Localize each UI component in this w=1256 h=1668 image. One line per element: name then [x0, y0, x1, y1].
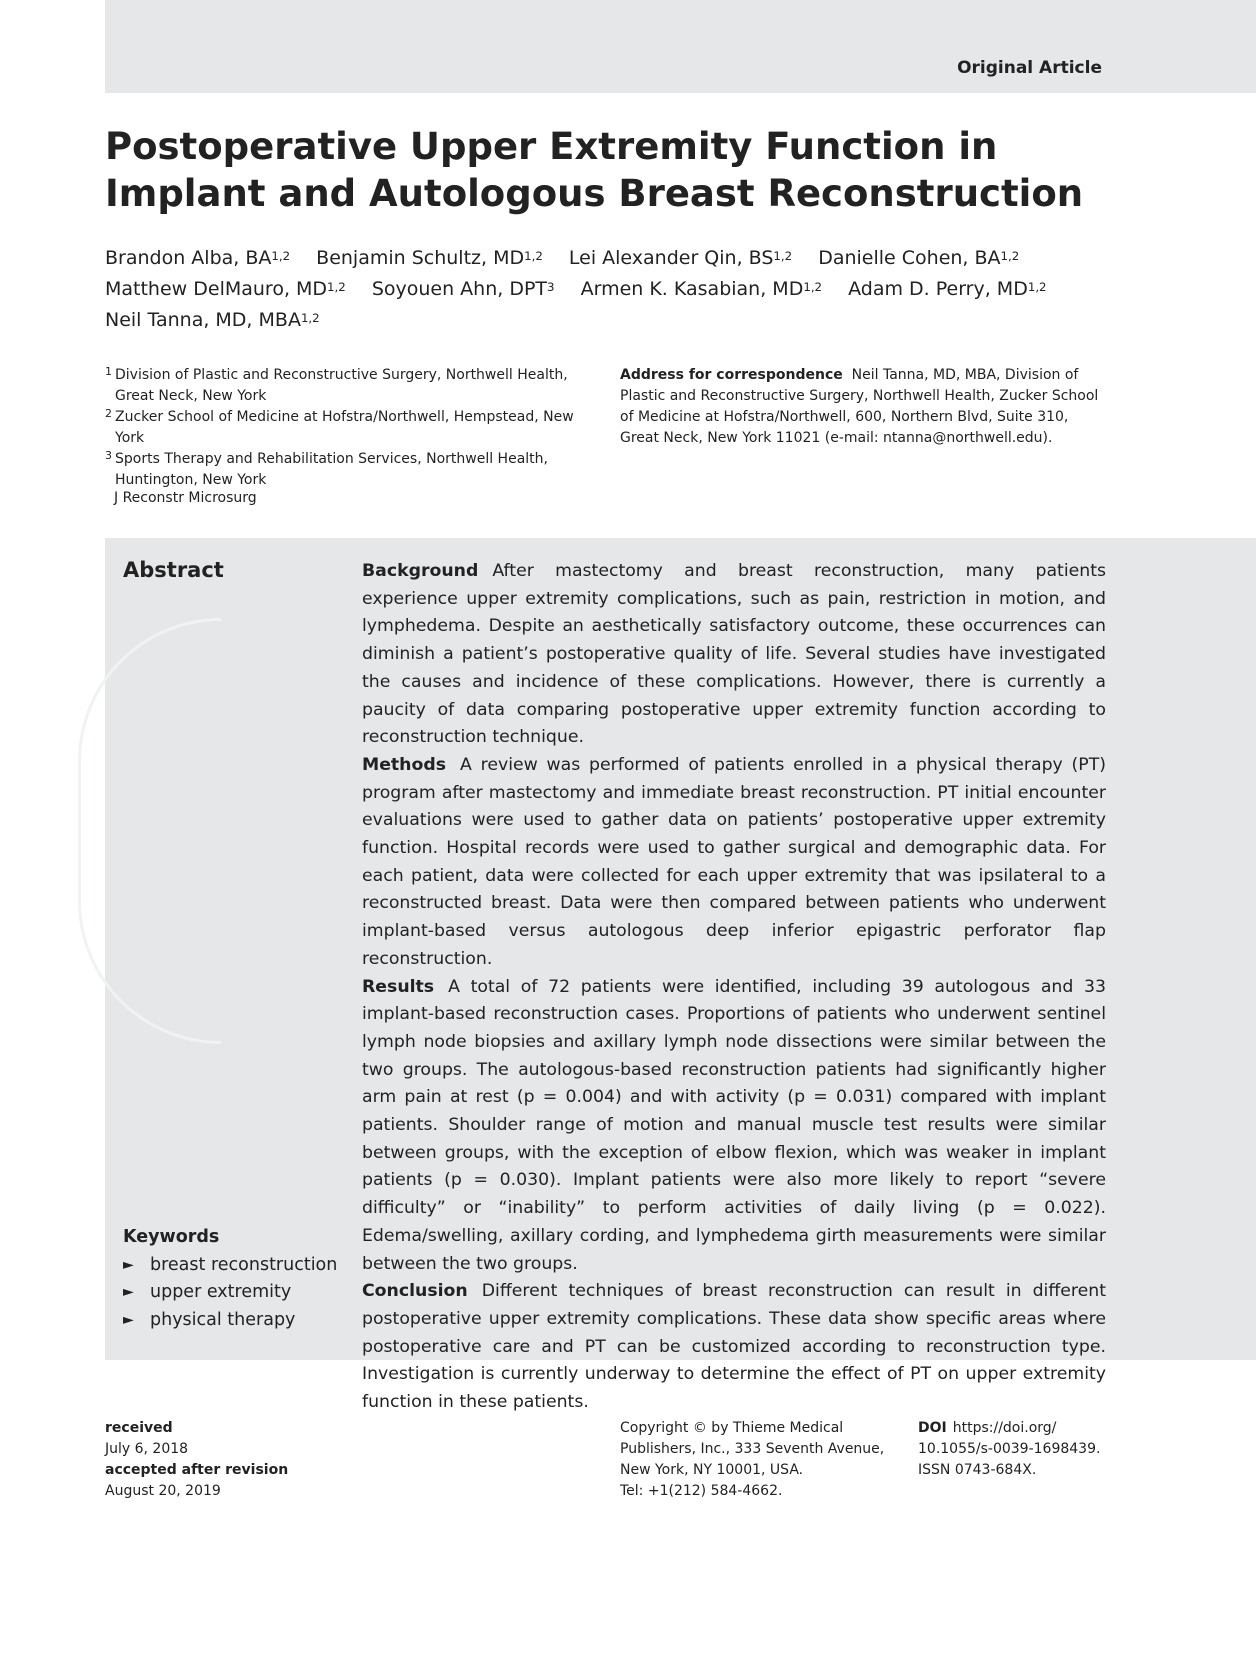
affiliations: [105, 365, 595, 491]
section-label: Methods: [362, 754, 447, 775]
abstract-heading: Abstract: [123, 558, 224, 582]
arrow-right-icon: ►: [123, 1256, 134, 1273]
correspondence-text: Neil Tanna, MD, MBA, Division of Plastic and Reconstructive Surgery, Northwell Health, Zucker School of Medicine at Hofstra/Northwell, 600, Northern Blvd, Suite 310, Great Neck, New York 11021 (e-mail: ntanna@northwell.edu).: [620, 367, 1099, 446]
keywords-heading: Keywords: [123, 1227, 220, 1247]
publication-dates: [105, 1418, 288, 1502]
author: Lei Alexander Qin, BS$^{1,2}$: [568, 247, 793, 269]
author: Benjamin Schultz, MD$^{1,2}$: [316, 247, 543, 269]
doi-label: DOI: [918, 1420, 947, 1436]
keyword-item: ► upper extremity: [123, 1279, 353, 1307]
affiliation: 2 Zucker School of Medicine at Hofstra/Northwell, Hempstead, New York: [105, 407, 574, 446]
arrow-right-icon: ►: [123, 1311, 134, 1328]
correspondence-label: Address for correspondence: [620, 367, 843, 383]
affiliation: 3 Sports Therapy and Rehabilitation Services, Northwell Health, Huntington, New York: [105, 449, 548, 488]
doi-link[interactable]: 10.1055/s-0039-1698439.: [918, 1441, 1101, 1457]
article-title: Postoperative Upper Extremity Function in Implant and Autologous Breast Reconstruction: [105, 125, 1084, 215]
abstract-section-methods: Methods A review was performed of patients enrolled in a physical therapy (PT) program after mastectomy and immediate breast reconstruction. PT initial encounter evaluations were used to gather data on patients’ postoperative upper extremity function. Hospital records were used to gather surgical and demographic data. For each patient, data were collected for each upper extremity that was ipsilateral to a reconstructed breast. Data were then compared between patients who underwent implant-based versus autologous deep inferior epigastric perforator flap reconstruction.: [362, 754, 1106, 969]
header-band: [105, 0, 1256, 93]
journal-name: J Reconstr Microsurg: [114, 490, 257, 506]
author: Soyouen Ahn, DPT$^3$: [371, 278, 555, 300]
keywords-block: [123, 1224, 353, 1334]
author: Matthew DelMauro, MD$^{1,2}$: [105, 278, 346, 300]
received-date: July 6, 2018: [105, 1441, 189, 1457]
received-label: received: [105, 1420, 173, 1436]
author: Adam D. Perry, MD$^{1,2}$: [848, 278, 1047, 300]
author: Armen K. Kasabian, MD$^{1,2}$: [580, 278, 823, 300]
copyright-notice: Copyright © by Thieme Medical Publishers, Inc., 333 Seventh Avenue, New York, NY 10001, USA. Tel: +1(212) 584-4662.: [620, 1420, 885, 1499]
author-list: [105, 243, 1135, 336]
accepted-label: accepted after revision: [105, 1462, 289, 1478]
abstract-section-background: Background After mastectomy and breast reconstruction, many patients experience upper extremity complications, such as pain, restriction in motion, and lymphedema. Despite an aesthetically satisfactory outcome, these occurrences can diminish a patient’s postoperative quality of life. Several studies have investigated the causes and incidence of these complications. However, there is currently a paucity of data comparing postoperative upper extremity function according to reconstruction technique.: [362, 561, 1106, 748]
abstract-section-results: Results A total of 72 patients were identified, including 39 autologous and 33 implant-based reconstruction cases. Proportions of patients who underwent sentinel lymph node biopsies and axillary lymph node dissections were similar between the two groups. The autologous-based reconstruction patients had significantly higher arm pain at rest (p = 0.004) and with activity (p = 0.031) compared with implant patients. Shoulder range of motion and manual muscle test results were similar between groups, with the exception of elbow flexion, which was weaker in implant patients (p = 0.030). Implant patients were also more likely to report “severe difficulty” or “inability” to perform activities of daily living (p = 0.022). Edema/swelling, axillary cording, and lymphedema girth measurements were similar between the two groups.: [362, 976, 1106, 1274]
keyword-item: ► physical therapy: [123, 1307, 353, 1335]
doi-info: [918, 1418, 1118, 1481]
keyword-item: ► breast reconstruction: [123, 1252, 353, 1280]
watermark-arc: [78, 618, 221, 1044]
author: Brandon Alba, BA$^{1,2}$: [105, 247, 291, 269]
author: Danielle Cohen, BA$^{1,2}$: [818, 247, 1020, 269]
section-label: Conclusion: [362, 1281, 468, 1302]
arrow-right-icon: ►: [123, 1284, 134, 1300]
article-type-label: Original Article: [957, 58, 1102, 78]
abstract-body: [362, 558, 1106, 1417]
section-label: Background: [362, 561, 479, 581]
doi-link[interactable]: https://doi.org/: [952, 1420, 1057, 1436]
correspondence-address: [620, 365, 1110, 449]
abstract-section-conclusion: Conclusion Different techniques of breast reconstruction can result in different postoperative upper extremity complications. These data show specific areas where postoperative care and PT can be customized according to reconstruction type. Investigation is currently underway to determine the effect of PT on upper extremity function in these patients.: [362, 1281, 1106, 1413]
section-label: Results: [362, 976, 435, 997]
affiliation: 1 Division of Plastic and Reconstructive Surgery, Northwell Health, Great Neck, New York: [105, 365, 568, 404]
accepted-date: August 20, 2019: [105, 1483, 221, 1499]
author: Neil Tanna, MD, MBA$^{1,2}$: [105, 309, 320, 331]
issn: ISSN 0743-684X.: [918, 1462, 1037, 1478]
